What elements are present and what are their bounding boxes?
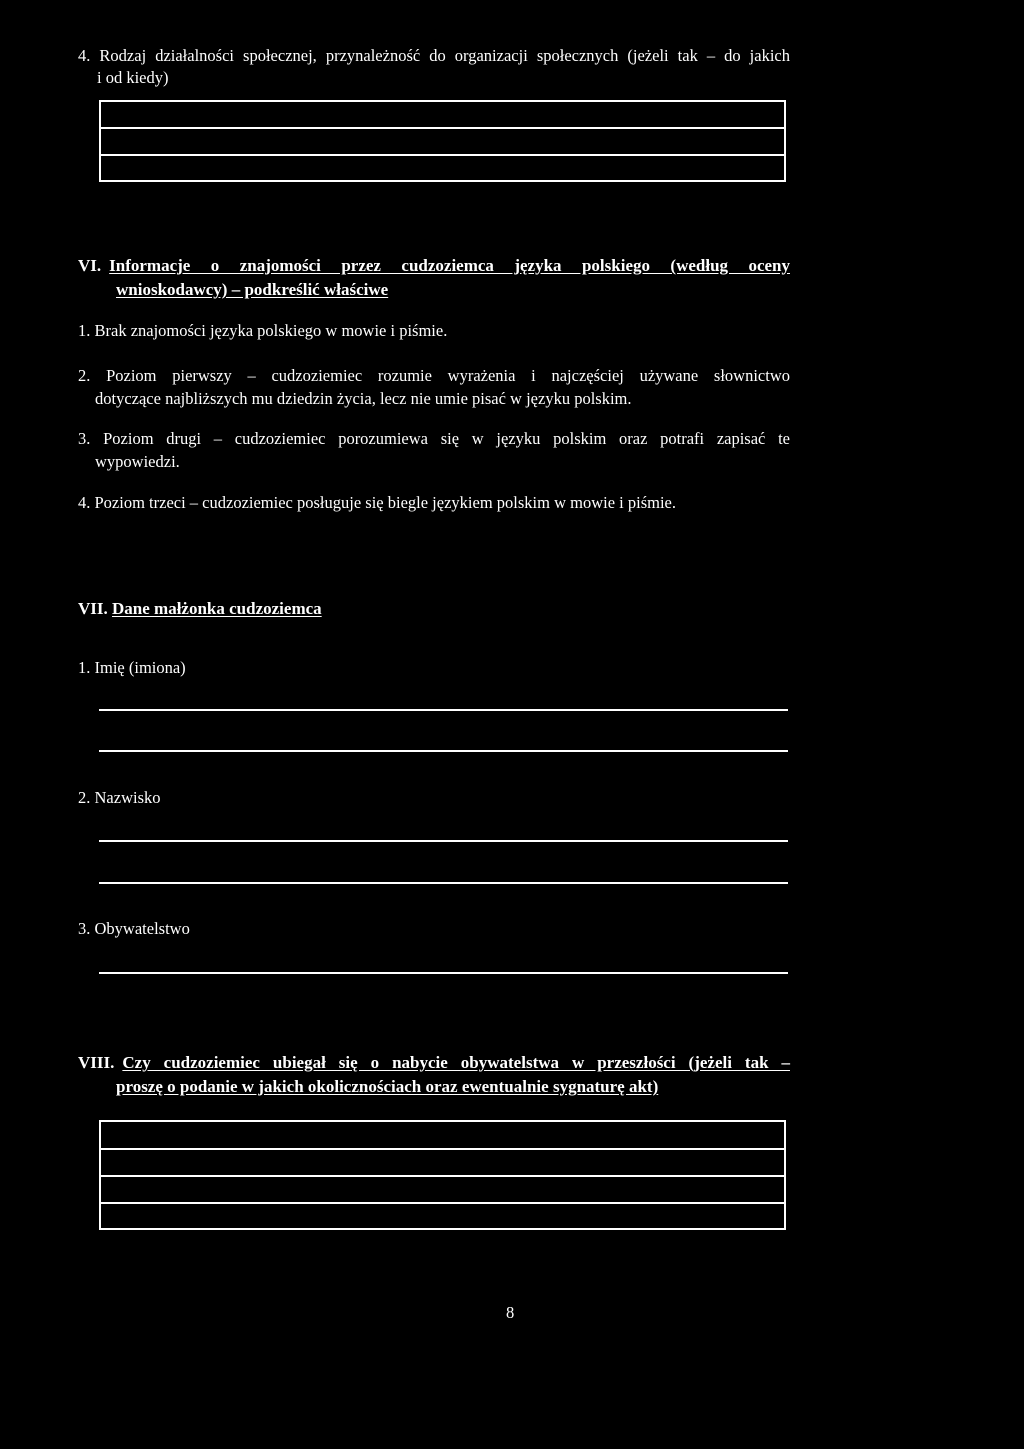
activity-question-line1: Rodzaj działalności społecznej, przynależność do organizacji społecznych (jeżeli tak – do jakich bbox=[99, 46, 790, 65]
spouse-first-name-line-1[interactable] bbox=[99, 709, 788, 711]
language-option-4[interactable]: 4. Poziom trzeci – cudzoziemiec posługuje się biegle językiem polskim w mowie i piśmie. bbox=[78, 493, 676, 512]
citizenship-history-answer-box[interactable] bbox=[99, 1120, 786, 1230]
section-8-heading bbox=[78, 1051, 790, 1075]
section-7-heading bbox=[78, 597, 322, 621]
activity-question-number: 4. bbox=[78, 46, 91, 65]
citizenship-history-row-divider bbox=[101, 1148, 784, 1150]
section-6-roman: VI. bbox=[78, 256, 102, 275]
language-option-3-line2: wypowiedzi. bbox=[95, 452, 180, 471]
spouse-first-name-line-2[interactable] bbox=[99, 750, 788, 752]
activity-question bbox=[78, 45, 790, 67]
language-option-1[interactable]: 1. Brak znajomości języka polskiego w mowie i piśmie. bbox=[78, 321, 448, 340]
spouse-surname-line-1[interactable] bbox=[99, 840, 788, 842]
section-6-heading bbox=[78, 254, 790, 278]
spouse-citizenship-line[interactable] bbox=[99, 972, 788, 974]
language-option-3[interactable]: 3. Poziom drugi – cudzoziemiec porozumiewa się w języku polskim oraz potrafi zapisać te bbox=[78, 429, 790, 448]
activity-answer-box[interactable] bbox=[99, 100, 786, 182]
language-option-2[interactable]: 2. Poziom pierwszy – cudzoziemiec rozumie wyrażenia i najczęściej używane słownictwo bbox=[78, 366, 790, 385]
page-number: 8 bbox=[506, 1303, 515, 1322]
section-8-title-line1: Czy cudzoziemiec ubiegał się o nabycie obywatelstwa w przeszłości (jeżeli tak – bbox=[122, 1053, 790, 1072]
citizenship-history-row-divider bbox=[101, 1202, 784, 1204]
spouse-surname-line-2[interactable] bbox=[99, 882, 788, 884]
section-7-roman: VII. bbox=[78, 599, 108, 618]
section-7-title: Dane małżonka cudzoziemca bbox=[112, 599, 322, 618]
language-option-2-line2: dotyczące najbliższych mu dziedzin życia, lecz nie umie pisać w języku polskim. bbox=[95, 389, 632, 408]
citizenship-history-row-divider bbox=[101, 1175, 784, 1177]
activity-question-line2: i od kiedy) bbox=[97, 68, 169, 87]
activity-answer-row-divider bbox=[101, 154, 784, 156]
section-8-roman: VIII. bbox=[78, 1053, 115, 1072]
spouse-citizenship-label: 3. Obywatelstwo bbox=[78, 919, 190, 938]
section-8-title-line2: proszę o podanie w jakich okolicznościach oraz ewentualnie sygnaturę akt) bbox=[116, 1077, 659, 1096]
section-6-title-line1: Informacje o znajomości przez cudzoziemca języka polskiego (według oceny bbox=[109, 256, 790, 275]
spouse-surname-label: 2. Nazwisko bbox=[78, 788, 161, 807]
section-6-title-line2: wnioskodawcy) – podkreślić właściwe bbox=[116, 280, 389, 299]
activity-answer-row-divider bbox=[101, 127, 784, 129]
spouse-first-name-label: 1. Imię (imiona) bbox=[78, 658, 186, 677]
